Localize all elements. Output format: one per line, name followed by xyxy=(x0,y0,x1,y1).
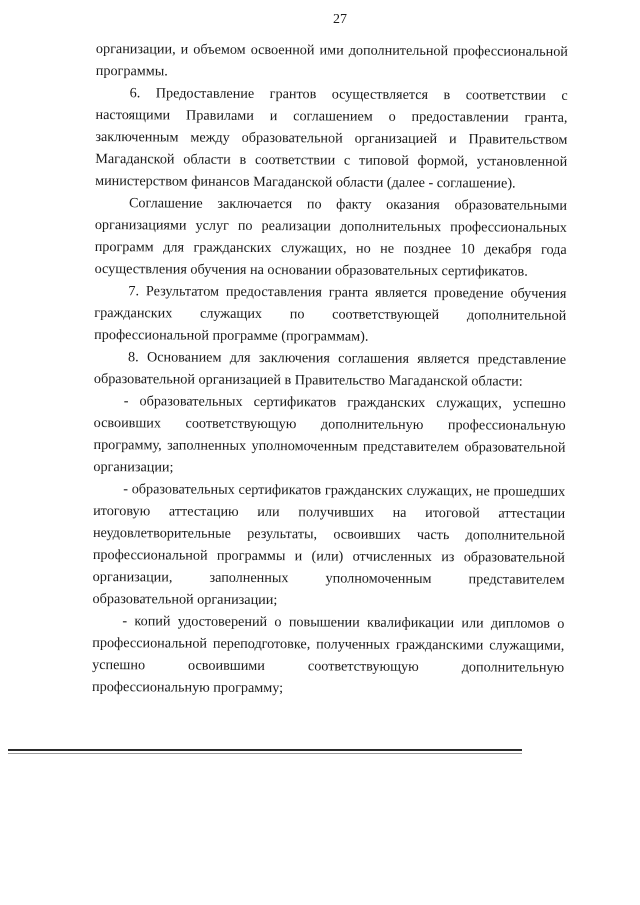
paragraph-agreement-terms: Соглашение заключается по факту оказания образовательными организациями услуг по реализации дополнительных профессиональных программ для гражданских служащих, но не позднее 10 декабря года осуществления обучения на основании образовательных сертификатов. xyxy=(94,195,568,280)
page-number: 27 xyxy=(333,12,347,27)
list-item-certificates-not-completed: - образовательных сертификатов гражданских служащих, не прошедших итоговую аттестацию или получивших на итоговой аттестации неудовлетворительные результаты, освоивших часть дополнительной профессиональной программы и (или) отчисленных из образовательной организации, заполненных уполномоченным представителем образовательной организации; xyxy=(92,481,566,609)
paragraph-item-8: 8. Основанием для заключения соглашения является представление образовательной организацией в Правительство Магаданской области: xyxy=(93,349,567,390)
footer-divider-shadow xyxy=(8,753,522,754)
paragraph-item-6: 6. Предоставление грантов осуществляется в соответствии с настоящими Правилами и соглашением о предоставлении гранта, заключенным между образовательной организацией и Правительством Магаданской области в соответствии с типовой формой, установленной министерством финансов Магаданской области (далее - соглашение). xyxy=(95,85,568,192)
list-item-diploma-copies: - копий удостоверений о повышении квалификации или дипломов о профессиональной переподготовке, полученных гражданскими служащими, успешно освоившими соответствующую дополнительную профессиональную программу; xyxy=(91,613,565,697)
paragraph-item-7: 7. Результатом предоставления гранта является проведение обучения гражданских служащих по соответствующей дополнительной профессиональной программе (программам). xyxy=(94,283,567,345)
paragraph-continuation: организации, и объемом освоенной ими дополнительной профессиональной программы. xyxy=(95,40,568,80)
footer-divider xyxy=(8,749,522,751)
list-item-certificates-completed: - образовательных сертификатов гражданских служащих, успешно освоивших соответствующую дополнительную профессиональную программу, заполненных уполномоченным представителем образовательной организации; xyxy=(93,393,566,476)
document-body xyxy=(92,38,568,701)
